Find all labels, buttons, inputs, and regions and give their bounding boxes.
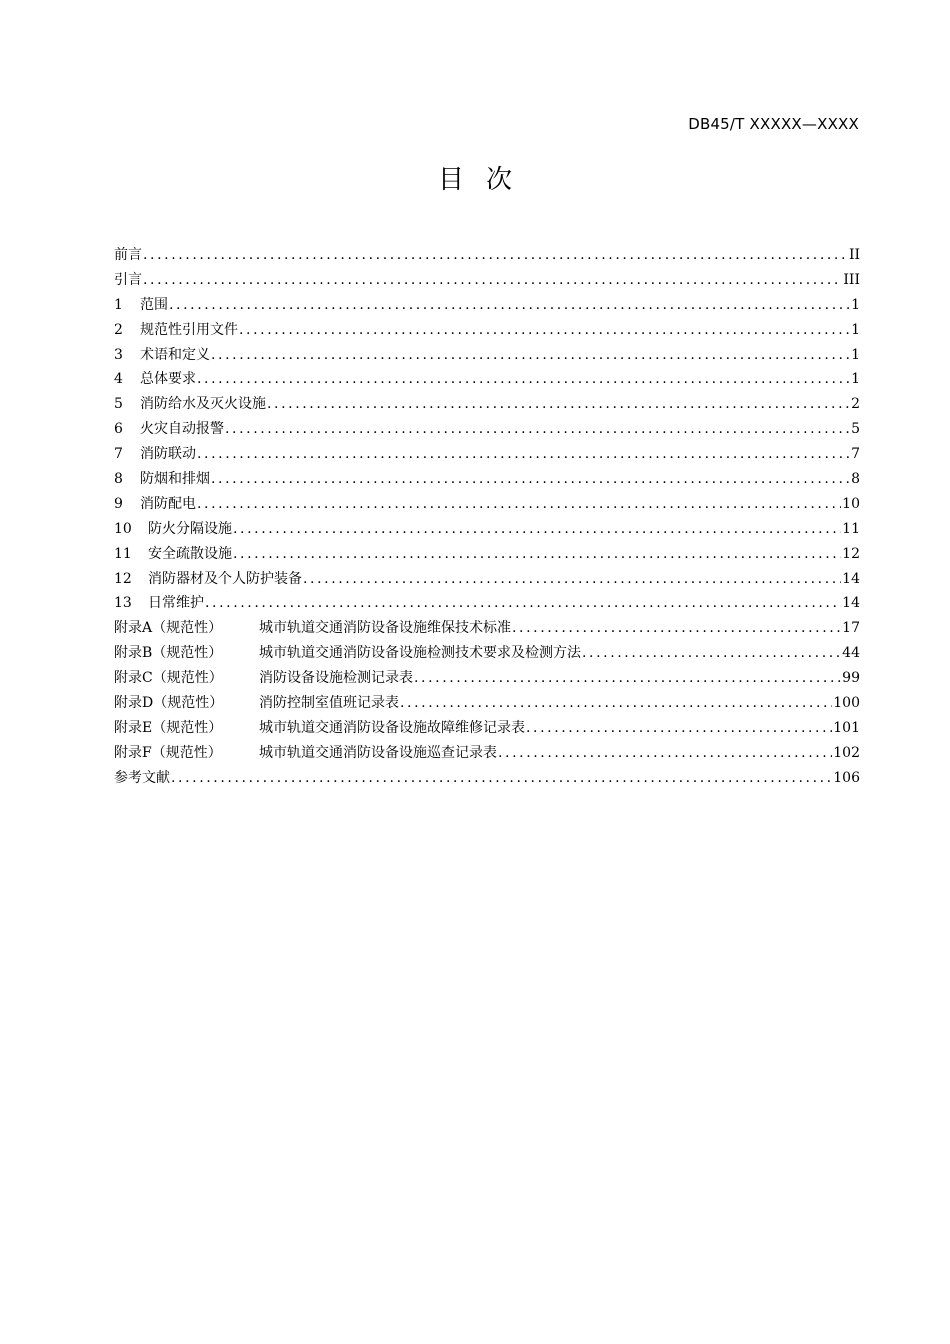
toc-entry-page: 1	[851, 371, 860, 388]
toc-entry-label: 前言	[114, 247, 142, 263]
toc-entry-page: 5	[851, 421, 860, 438]
toc-entry-4[interactable]	[114, 367, 860, 392]
toc-entry-number: 11	[114, 545, 132, 562]
toc-dot-leader	[204, 591, 841, 616]
toc-dot-leader	[170, 766, 832, 791]
toc-entry-label: 参考文献	[114, 769, 170, 786]
toc-entry-preface[interactable]	[114, 243, 860, 268]
toc-entry-3[interactable]	[114, 343, 860, 368]
toc-entry-8[interactable]	[114, 467, 860, 492]
toc-entry-number: 4	[114, 371, 123, 388]
toc-entry-2[interactable]	[114, 318, 860, 343]
toc-entry-number: 6	[114, 421, 123, 438]
toc-dot-leader	[581, 641, 841, 666]
toc-dot-leader	[210, 467, 850, 492]
toc-entry-10[interactable]	[114, 517, 860, 542]
toc-entry-page: 17	[842, 620, 860, 637]
toc-entry-number: 附录D（规范性）	[114, 695, 224, 712]
toc-entry-12[interactable]	[114, 567, 860, 592]
toc-entry-appendix-b[interactable]	[114, 641, 860, 666]
toc-dot-leader	[302, 567, 841, 592]
toc-entry-page: 10	[842, 495, 860, 512]
toc-entry-appendix-d[interactable]	[114, 691, 860, 716]
toc-entry-appendix-f[interactable]	[114, 741, 860, 766]
toc-dot-leader	[399, 691, 832, 716]
toc-entry-page: 101	[833, 719, 860, 736]
toc-entry-page: 1	[851, 346, 860, 363]
toc-entry-page: 102	[833, 744, 860, 761]
toc-entry-number: 附录E（规范性）	[114, 719, 223, 736]
toc-entry-label: 消防设备设施检测记录表	[259, 670, 413, 687]
toc-entry-appendix-a[interactable]	[114, 616, 860, 641]
toc-entry-number: 1	[114, 296, 123, 313]
toc-dot-leader	[196, 442, 850, 467]
toc-dot-leader	[238, 318, 850, 343]
toc-entry-number: 8	[114, 471, 123, 488]
toc-entry-label: 规范性引用文件	[140, 321, 238, 338]
toc-entry-number: 12	[114, 570, 132, 587]
toc-entry-9[interactable]	[114, 492, 860, 517]
toc-entry-number: 2	[114, 321, 123, 338]
toc-entry-label: 总体要求	[140, 371, 196, 388]
toc-entry-label: 日常维护	[148, 595, 204, 612]
toc-entry-label: 术语和定义	[140, 346, 210, 363]
toc-entry-page: 1	[851, 321, 860, 338]
toc-dot-leader	[266, 392, 850, 417]
toc-entry-label: 范围	[140, 296, 168, 313]
toc-entry-label: 城市轨道交通消防设备设施维保技术标准	[259, 620, 511, 637]
toc-entry-number: 7	[114, 446, 123, 463]
toc-entry-appendix-e[interactable]	[114, 716, 860, 741]
toc-dot-leader	[196, 492, 841, 517]
toc-entry-label: 防火分隔设施	[148, 520, 232, 537]
toc-dot-leader	[525, 716, 832, 741]
toc-entry-label: 城市轨道交通消防设备设施检测技术要求及检测方法	[259, 645, 581, 662]
toc-dot-leader	[232, 517, 841, 542]
toc-dot-leader	[413, 666, 841, 691]
toc-entry-label: 防烟和排烟	[140, 471, 210, 488]
toc-entry-label: 引言	[114, 271, 142, 288]
toc-entry-label: 城市轨道交通消防设备设施故障维修记录表	[259, 719, 525, 736]
toc-dot-leader	[497, 741, 832, 766]
toc-entry-page: 99	[842, 670, 860, 687]
toc-entry-appendix-c[interactable]	[114, 666, 860, 691]
toc-title-char-2: 次	[486, 165, 513, 195]
toc-entry-page: 11	[842, 520, 860, 537]
toc-entry-page: 106	[833, 769, 860, 786]
toc-entry-label: 安全疏散设施	[148, 545, 232, 562]
toc-entry-number: 5	[114, 396, 123, 413]
toc-entry-number: 13	[114, 595, 132, 612]
toc-entry-introduction[interactable]	[114, 268, 860, 293]
toc-title-char-1: 目	[437, 165, 464, 195]
toc-entry-5[interactable]	[114, 392, 860, 417]
toc-dot-leader	[232, 542, 841, 567]
toc-entry-label: 消防配电	[140, 495, 196, 512]
toc-entry-number: 9	[114, 495, 123, 512]
toc-entry-number: 3	[114, 346, 123, 363]
toc-entry-number: 附录C（规范性）	[114, 670, 223, 687]
toc-dot-leader	[142, 243, 848, 268]
toc-entry-page: II	[848, 247, 860, 263]
toc-entry-label: 火灾自动报警	[140, 421, 224, 438]
toc-entry-page: 2	[851, 396, 860, 413]
toc-entry-6[interactable]	[114, 417, 860, 442]
table-of-contents	[114, 243, 860, 791]
toc-dot-leader	[210, 343, 850, 368]
toc-dot-leader	[511, 616, 841, 641]
toc-entry-number: 附录A（规范性）	[114, 620, 223, 637]
toc-entry-page: 14	[842, 595, 860, 612]
toc-entry-page: III	[843, 271, 860, 288]
toc-entry-label: 消防控制室值班记录表	[259, 695, 399, 712]
toc-entry-page: 7	[851, 446, 860, 463]
toc-entry-page: 14	[842, 570, 860, 587]
document-code: DB45/T XXXXX—XXXX	[688, 115, 859, 133]
toc-entry-label: 消防给水及灭火设施	[140, 396, 266, 413]
toc-entry-page: 12	[842, 545, 860, 562]
toc-title	[0, 163, 950, 197]
toc-dot-leader	[196, 367, 850, 392]
toc-entry-page: 8	[851, 471, 860, 488]
toc-dot-leader	[168, 293, 850, 318]
toc-entry-label: 消防器材及个人防护装备	[148, 570, 302, 587]
toc-entry-13[interactable]	[114, 591, 860, 616]
toc-entry-11[interactable]	[114, 542, 860, 567]
toc-entry-label: 城市轨道交通消防设备设施巡查记录表	[259, 744, 497, 761]
toc-entry-number: 10	[114, 520, 132, 537]
toc-entry-number: 附录B（规范性）	[114, 645, 223, 662]
toc-entry-page: 100	[833, 695, 860, 712]
toc-entry-number: 附录F（规范性）	[114, 744, 222, 761]
toc-entry-1[interactable]	[114, 293, 860, 318]
toc-entry-label: 消防联动	[140, 446, 196, 463]
toc-entry-page: 44	[842, 645, 860, 662]
toc-entry-7[interactable]	[114, 442, 860, 467]
toc-dot-leader	[142, 268, 842, 293]
toc-dot-leader	[224, 417, 850, 442]
toc-entry-page: 1	[851, 296, 860, 313]
toc-entry-references[interactable]	[114, 766, 860, 791]
